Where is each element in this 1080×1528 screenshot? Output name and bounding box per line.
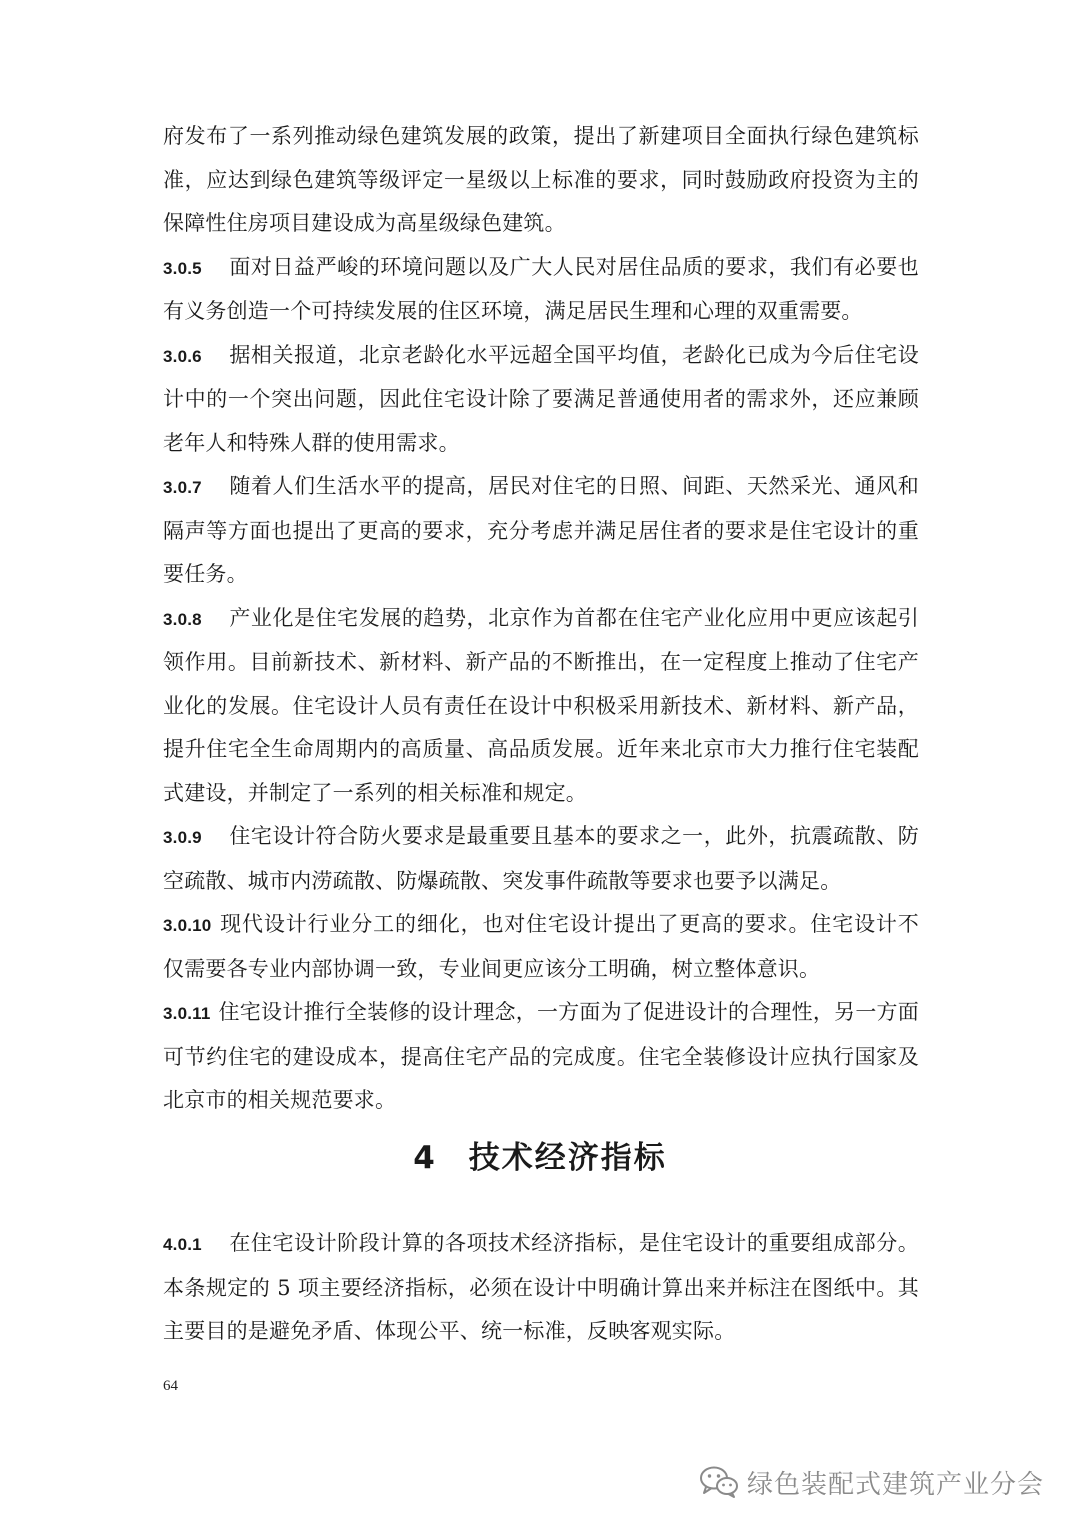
section-title: 技术经济指标 — [468, 1140, 667, 1176]
watermark — [699, 1458, 1044, 1506]
section-heading — [0, 1132, 1080, 1192]
clause-3-0-10 — [163, 903, 919, 991]
clause-number: 3.0.9 — [163, 828, 202, 847]
paragraph-text: 面对日益严峻的环境问题以及广大人民对居住品质的要求，我们有必要也有义务创造一个可持续发展的住区环境，满足居民生理和心理的双重需要。 — [163, 254, 919, 323]
paragraph-text: 现代设计行业分工的细化，也对住宅设计提出了更高的要求。住宅设计不仅需要各专业内部协调一致，专业间更应该分工明确，树立整体意识。 — [163, 912, 919, 981]
wechat-icon — [699, 1465, 739, 1499]
clause-number: 3.0.10 — [163, 916, 212, 935]
clause-number: 3.0.8 — [163, 609, 202, 629]
clause-3-0-6 — [163, 334, 919, 466]
clause-number: 3.0.7 — [163, 478, 202, 497]
top-text-block — [163, 115, 919, 1123]
clause-3-0-5 — [163, 246, 919, 334]
paragraph-text: 住宅设计推行全装修的设计理念，一方面为了促进设计的合理性，另一方面可节约住宅的建设成本，提高住宅产品的完成度。住宅全装修设计应执行国家及北京市的相关规范要求。 — [163, 1000, 919, 1112]
paragraph-text: 产业化是住宅发展的趋势，北京作为首都在住宅产业化应用中更应该起引领作用。目前新技术、新材料、新产品的不断推出，在一定程度上推动了住宅产业化的发展。住宅设计人员有责任在设计中积极采用新技术、新材料、新产品，提升住宅全生命周期内的高质量、高品质发展。近年来北京市大力推行住宅装配式建设，并制定了一系列的相关标准和规定。 — [163, 605, 919, 805]
clause-3-0-8 — [163, 597, 919, 816]
paragraph-text: 据相关报道，北京老龄化水平远超全国平均值，老龄化已成为今后住宅设计中的一个突出问题，因此住宅设计除了要满足普通使用者的需求外，还应兼顾老年人和特殊人群的使用需求。 — [163, 342, 919, 455]
clause-number: 3.0.6 — [163, 346, 202, 366]
paragraph-text: 随着人们生活水平的提高，居民对住宅的日照、间距、天然采光、通风和隔声等方面也提出了更高的要求，充分考虑并满足居住者的要求是住宅设计的重要任务。 — [163, 474, 919, 586]
bottom-text-block — [163, 1222, 919, 1354]
clause-3-0-11 — [163, 991, 919, 1123]
clause-number: 3.0.11 — [163, 1004, 211, 1023]
paragraph-text: 在住宅设计阶段计算的各项技术经济指标，是住宅设计的重要组成部分。本条规定的 5 项主要经济指标，必须在设计中明确计算出来并标注在图纸中。其主要目的是避免矛盾、体现公平、统一标准，反映客观实际。 — [163, 1231, 919, 1343]
section-number: 4 — [413, 1140, 437, 1176]
paragraph-continued — [163, 115, 919, 246]
clause-3-0-9 — [163, 815, 919, 903]
page-number: 64 — [163, 1378, 178, 1394]
clause-number: 4.0.1 — [163, 1235, 202, 1254]
paragraph-text: 府发布了一系列推动绿色建筑发展的政策，提出了新建项目全面执行绿色建筑标准，应达到绿色建筑等级评定一星级以上标准的要求，同时鼓励政府投资为主的保障性住房项目建设成为高星级绿色建筑。 — [163, 124, 919, 235]
paragraph-text: 住宅设计符合防火要求是最重要且基本的要求之一，此外，抗震疏散、防空疏散、城市内涝疏散、防爆疏散、突发事件疏散等要求也要予以满足。 — [163, 824, 919, 893]
clause-3-0-7 — [163, 465, 919, 597]
clause-number: 3.0.5 — [163, 258, 202, 278]
clause-4-0-1 — [163, 1222, 919, 1354]
watermark-text: 绿色装配式建筑产业分会 — [746, 1469, 1044, 1500]
